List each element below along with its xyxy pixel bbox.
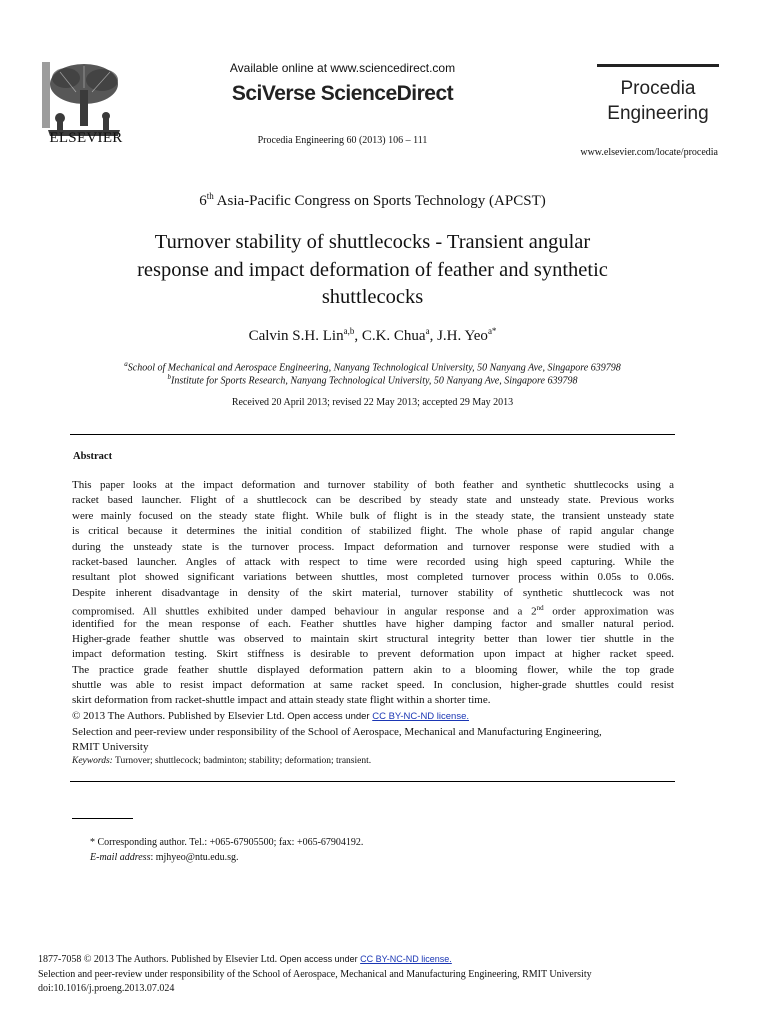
received-dates: Received 20 April 2013; revised 22 May 2013; accepted 29 May 2013 <box>231 397 514 408</box>
journal-citation: Procedia Engineering 60 (2013) 106 – 111 <box>257 135 428 146</box>
author-affiliation-mark: a* <box>487 326 497 336</box>
abstract-line <box>72 601 674 616</box>
affiliation-b <box>70 373 675 386</box>
email-note <box>90 852 239 863</box>
title-line: Turnover stability of shuttlecocks - Transient angular <box>154 231 591 253</box>
title-line: shuttlecocks <box>321 286 424 308</box>
abstract-line: skirt deformation from racket-shuttle impact and attain steady state flight within a shorter time. <box>72 694 491 707</box>
abstract-line: shuttle was able to resist impact deformation at same racket speed. In conclusion, higher-grade shuttles could resist <box>72 679 674 692</box>
abstract-line-text: compromised. All shuttles exhibited under damped behaviour in angular response and a 2 <box>72 605 537 618</box>
journal-name: Procedia <box>620 78 696 99</box>
author-affiliation-mark: a,b <box>343 326 355 336</box>
footer-open-access: Open access under <box>277 954 361 964</box>
elsevier-tree-logo <box>40 58 128 140</box>
author-list <box>70 326 675 345</box>
journal-header-rule <box>597 64 719 67</box>
affiliation-text: School of Mechanical and Aerospace Engineering, Nanyang Technological University, 50 Nanyang Ave, Singapore 639798 <box>127 362 621 374</box>
abstract-body <box>72 478 674 709</box>
abstract-line: identified for the mean response of each. Feather shuttles have higher damping factor and smaller natural period. <box>72 617 674 630</box>
license-link[interactable]: CC BY-NC-ND license. <box>372 711 470 722</box>
journal-url-link[interactable]: www.elsevier.com/locate/procedia <box>580 147 718 158</box>
publisher-name: ELSEVIER <box>49 130 123 146</box>
abstract-line: Higher-grade feather shuttle was observed to maintain skirt structural integrity better than lower tier shuttle in the <box>72 632 674 645</box>
footer-doi[interactable]: doi:10.1016/j.proeng.2013.07.024 <box>38 983 175 994</box>
footer-copyright <box>38 952 738 968</box>
abstract-bottom-rule <box>70 781 675 782</box>
title-line: response and impact deformation of feather and synthetic <box>137 258 608 281</box>
abstract-line: is critical because it determines the initial condition of stabilized flight. The whole phase of rapid angular change <box>72 525 674 538</box>
abstract-line: impact deformation testing. Skirt stiffness is desirable to prevent deformation upon impact at higher racket speed. <box>72 648 674 661</box>
peer-review-line: RMIT University <box>72 741 149 753</box>
abstract-line: racket-based launcher. Angles of attack with respect to time were recorded using high speed capturing. While the <box>72 555 674 568</box>
affiliation-mark: a <box>124 360 128 368</box>
conference-name <box>70 191 675 210</box>
peer-review-statement <box>72 725 677 755</box>
conference-number: 6 <box>199 193 207 209</box>
conference-ordinal-suffix: th <box>206 191 214 201</box>
peer-review-line: Selection and peer-review under responsibility of the School of Aerospace, Mechanical and Manufacturing Engineering, <box>72 726 602 738</box>
abstract-line: This paper looks at the impact deformation and turnover stability of both feather and synthetic shuttlecocks using a <box>72 479 674 491</box>
footer-peer-review: Selection and peer-review under responsibility of the School of Aerospace, Mechanical and Manufacturing Engineering, RMIT University <box>38 968 592 980</box>
email-address: : mjhyeo@ntu.edu.sg. <box>150 852 239 863</box>
sciencedirect-brand: SciVerse ScienceDirect <box>231 82 454 105</box>
abstract-heading: Abstract <box>73 451 113 462</box>
abstract-line-text: order approximation was <box>543 605 674 618</box>
abstract-line: resultant plot showed significant variations between shuttles, most completed turnover process within 0.05s to 0.06s. <box>72 571 674 584</box>
ordinal-suffix: nd <box>536 604 544 613</box>
keywords-list: Turnover; shuttlecock; badminton; stability; deformation; transient. <box>112 756 372 766</box>
footnote-rule <box>72 818 133 819</box>
corresponding-author-note: * Corresponding author. Tel.: +065-67905500; fax: +065-67904192. <box>90 837 364 848</box>
keywords <box>72 756 677 766</box>
journal-name-secondary: Engineering <box>607 103 709 124</box>
footer-license-link[interactable]: CC BY-NC-ND license. <box>360 954 452 964</box>
open-access-text: Open access under <box>284 711 373 722</box>
conference-title: Asia-Pacific Congress on Sports Technology (APCST) <box>213 193 546 209</box>
author-name: , C.K. Chua <box>354 328 426 344</box>
keywords-label: Keywords: <box>72 756 113 766</box>
affiliation-a <box>70 360 675 373</box>
author-name: , J.H. Yeo <box>429 328 488 344</box>
footer-issn-text: 1877-7058 © 2013 The Authors. Published by Elsevier Ltd. <box>38 954 278 965</box>
abstract-line: during the unsteady state is the turnover process. Impact deformation and turnover response were studied with a <box>72 540 674 553</box>
abstract-top-rule <box>70 434 675 435</box>
article-title <box>60 229 685 312</box>
copyright-notice <box>72 710 677 722</box>
abstract-line: The practice grade feather shuttle displayed deformation pattern akin to a blooming flower, while the top grade <box>72 663 674 676</box>
abstract-line: Despite inherent disadvantage in density of the skirt material, turnover stability of synthetic shuttlecock was not <box>72 586 674 599</box>
email-label: E-mail address <box>90 852 151 863</box>
available-online-text: Available online at www.sciencedirect.com <box>229 61 456 75</box>
author-affiliation-mark: a <box>425 326 430 336</box>
affiliation-text: Institute for Sports Research, Nanyang Technological University, 50 Nanyang Ave, Singapore 639798 <box>171 375 578 387</box>
page-footer <box>38 952 738 997</box>
affiliation-mark: b <box>167 373 172 381</box>
author-name: Calvin S.H. Lin <box>248 328 344 344</box>
abstract-line: racket based launcher. Flight of a shuttlecock can be described by steady state and unsteady state. Previous works <box>72 494 674 507</box>
copyright-text: © 2013 The Authors. Published by Elsevier Ltd. <box>72 710 285 722</box>
abstract-line: were mainly focused on the steady state flight. While bulk of flight is in the steady state, the transient unsteady state <box>72 509 674 522</box>
